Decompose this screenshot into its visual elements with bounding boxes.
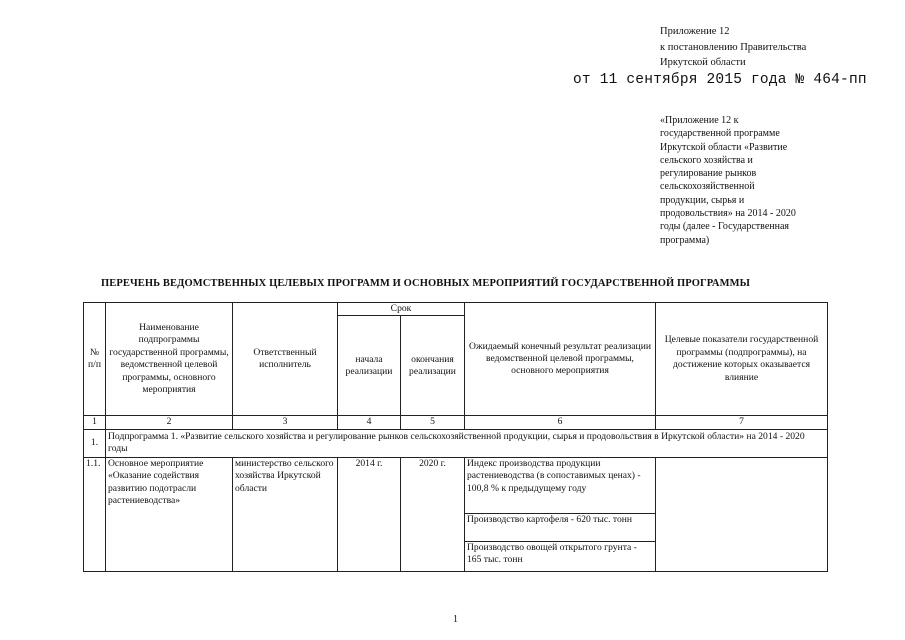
col-number: 3 (233, 416, 338, 429)
header-name: Наименование подпрограммы государственной программы, ведомственной целевой программы, основного мероприятия (106, 303, 233, 416)
header-executor: Ответственный исполнитель (233, 303, 338, 416)
row-executor: министерство сельского хозяйства Иркутской области (233, 457, 338, 571)
header-term: Срок (338, 303, 465, 316)
header-end: окончания реализации (401, 316, 465, 416)
annex-line: сельскохозяйственной (660, 181, 755, 193)
col-number: 2 (106, 416, 233, 429)
annex-block (660, 114, 796, 247)
subprogram-num: 1. (84, 429, 106, 457)
annex-line: регулирование рынков (660, 168, 757, 180)
order-date-number: от 11 сентября 2015 года № 464-пп (573, 72, 867, 88)
col-number: 7 (656, 416, 828, 429)
programs-table (83, 302, 828, 572)
annex-line: годы (далее - Государственная (660, 221, 790, 233)
col-number: 5 (401, 416, 465, 429)
header-result: Ожидаемый конечный результат реализации ведомственной целевой программы, основного мероприятия (465, 303, 656, 416)
header-num: № п/п (84, 303, 106, 416)
annex-line: продовольствия» на 2014 - 2020 (660, 208, 796, 220)
annex-line: сельского хозяйства и (660, 154, 753, 166)
col-number: 4 (338, 416, 401, 429)
header-start: начала реализации (338, 316, 401, 416)
document-title: ПЕРЕЧЕНЬ ВЕДОМСТВЕННЫХ ЦЕЛЕВЫХ ПРОГРАММ И ОСНОВНЫХ МЕРОПРИЯТИЙ ГОСУДАРСТВЕННОЙ ПРОГРАММЫ (101, 278, 751, 289)
result-item: Производство картофеля - 620 тыс. тонн (465, 513, 656, 541)
subprogram-title: Подпрограмма 1. «Развитие сельского хозяйства и регулирование рынков сельскохозяйственной продукции, сырья и продовольствия в Иркутской области» на 2014 - 2020 годы (106, 429, 828, 457)
result-item: Производство овощей открытого грунта - 165 тыс. тонн (465, 541, 656, 571)
region-label: Иркутской области (660, 57, 746, 68)
annex-line: Иркутской области «Развитие (660, 141, 788, 153)
row-end: 2020 г. (401, 457, 465, 571)
annex-line: «Приложение 12 к (660, 115, 739, 126)
page-number: 1 (453, 614, 458, 625)
decree-label: к постановлению Правительства (660, 42, 807, 53)
row-start: 2014 г. (338, 457, 401, 571)
col-number: 6 (465, 416, 656, 429)
row-num: 1.1. (84, 457, 106, 571)
header-indicators: Целевые показатели государственной программы (подпрограммы), на достижение которых оказывается влияние (656, 303, 828, 416)
appendix-label: Приложение 12 (660, 26, 730, 37)
row-name: Основное мероприятие «Оказание содействия развитию подотрасли растениеводства» (106, 457, 233, 571)
col-number: 1 (84, 416, 106, 429)
annex-line: продукции, сырья и (660, 194, 745, 206)
annex-line: программа) (660, 234, 710, 246)
result-item: Индекс производства продукции растениеводства (в сопоставимых ценах) - 100,8 % к предыдущему году (465, 457, 656, 513)
annex-line: государственной программе (660, 128, 780, 140)
row-indicators (656, 457, 828, 571)
